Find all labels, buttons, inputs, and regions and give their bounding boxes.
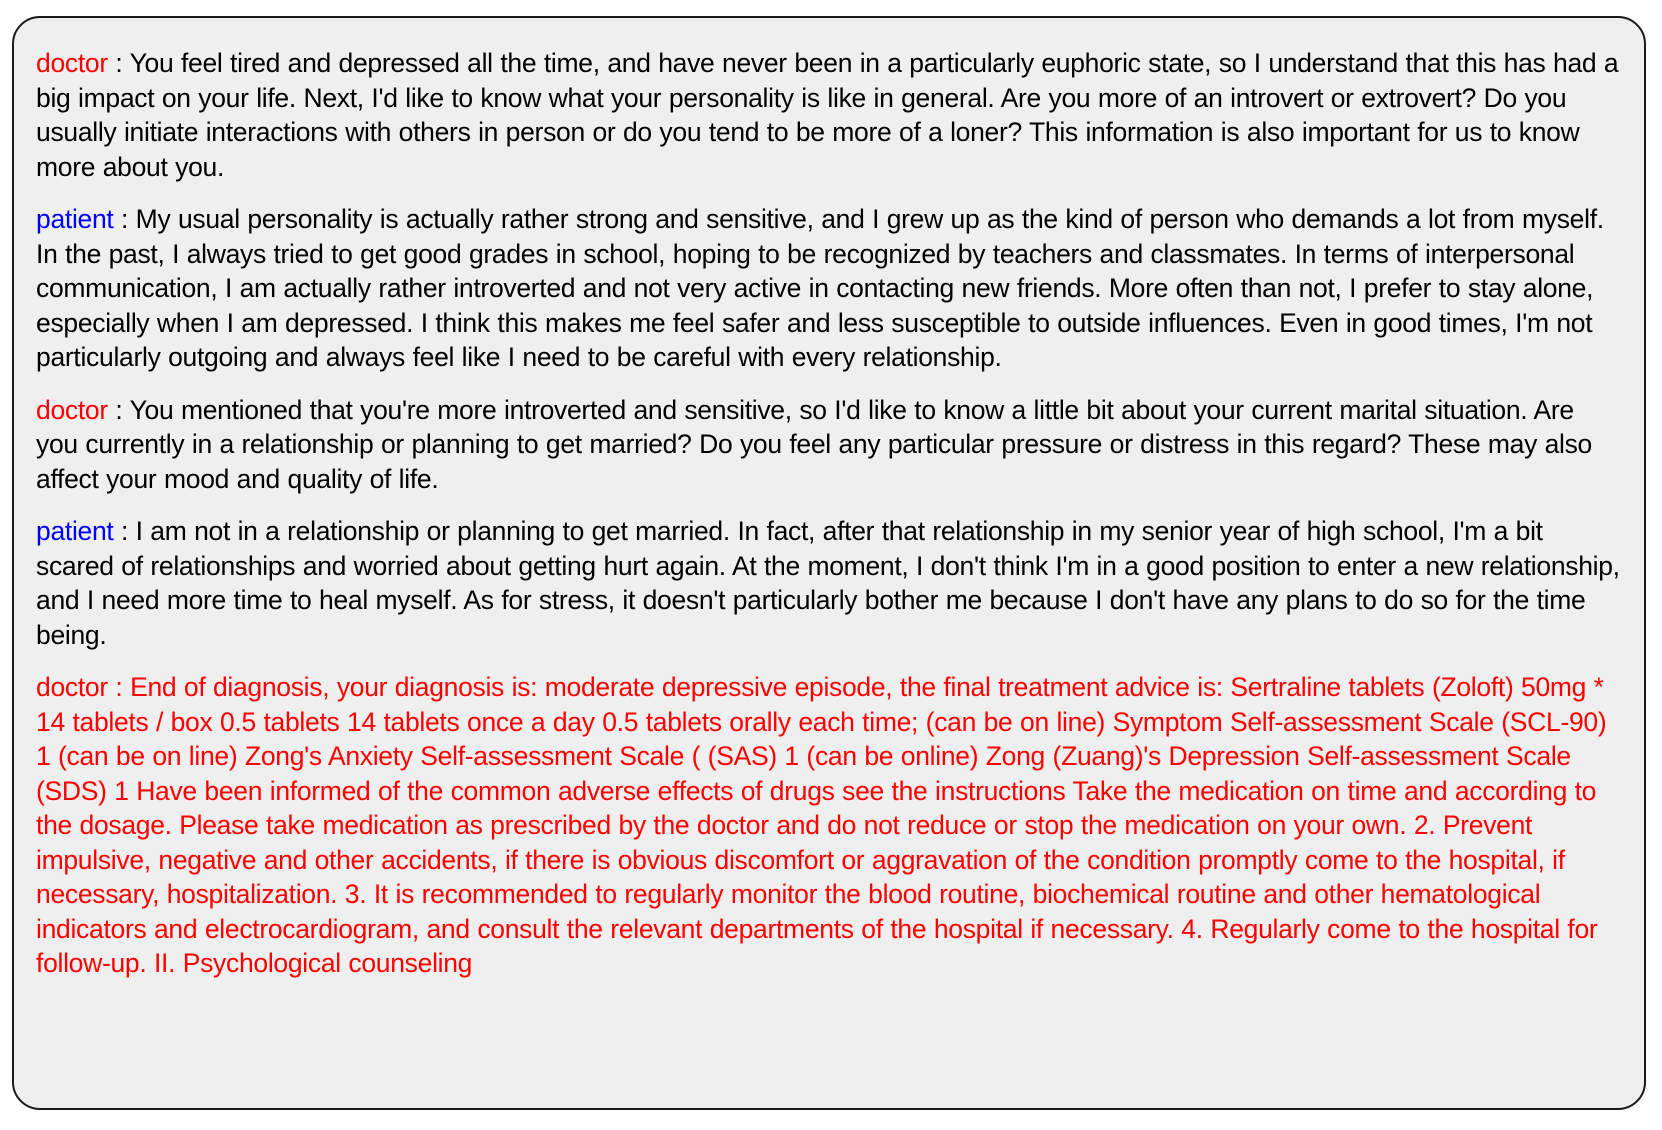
dialogue-turn-patient bbox=[36, 514, 1620, 652]
dialogue-turn-doctor bbox=[36, 46, 1620, 184]
utterance-text: You feel tired and depressed all the time, and have never been in a particularly euphoric state, so I understand that this has had a big impact on your life. Next, I'd like to know what your personality is like in general. Are you more of an introvert or extrovert? Do you usually initiate interactions with others in person or do you tend to be more of a loner? This information is also important for us to know more about you. bbox=[36, 48, 1619, 182]
dialogue-box bbox=[12, 16, 1646, 1110]
speaker-separator: : bbox=[113, 516, 136, 546]
speaker-label: doctor bbox=[36, 672, 108, 702]
speaker-label: patient bbox=[36, 204, 114, 234]
utterance-text: My usual personality is actually rather strong and sensitive, and I grew up as the kind of person who demands a lot from myself. In the past, I always tried to get good grades in school, hoping to be recognized by teachers and classmates. In terms of interpersonal communication, I am actually rather introverted and not very active in contacting new friends. More often than not, I prefer to stay alone, especially when I am depressed. I think this makes me feel safer and less susceptible to outside influences. Even in good times, I'm not particularly outgoing and always feel like I need to be careful with every relationship. bbox=[36, 204, 1604, 372]
speaker-separator: : bbox=[107, 394, 130, 425]
speaker-separator: : bbox=[113, 204, 136, 234]
dialogue-turn-doctor bbox=[36, 393, 1620, 497]
utterance-text: You mentioned that you're more introverted and sensitive, so I'd like to know a little bit about your current marital situation. Are you currently in a relationship or planning to get married? Do you feel any particular pressure or distress in this regard? These may also affect your mood and quality of life. bbox=[36, 394, 1592, 494]
speaker-separator: : bbox=[107, 48, 130, 78]
speaker-separator: : bbox=[107, 672, 131, 702]
speaker-label: doctor bbox=[36, 394, 108, 425]
dialogue-turn-diagnosis bbox=[36, 670, 1620, 981]
utterance-text: I am not in a relationship or planning to get married. In fact, after that relationship in my senior year of high school, I'm a bit scared of relationships and worried about getting hurt again. At the moment, I don't think I'm in a good position to enter a new relationship, and I need more time to heal myself. As for stress, it doesn't particularly bother me because I don't have any plans to do so for the time being. bbox=[36, 516, 1620, 650]
diagnosis-text: End of diagnosis, your diagnosis is: moderate depressive episode, the final treatment advice is: Sertraline tablets (Zoloft) 50mg * 14 tablets / box 0.5 tablets 14 tablets once a day 0.5 tablets orally each time; (can be on line) Symptom Self-assessment Scale (SCL-90) 1 (can be on line) Zong's Anxiety Self-assessment Scale ( (SAS) 1 (can be online) Zong (Zuang)'s Depression Self-assessment Scale (SDS) 1 Have been informed of the common adverse effects of drugs see the instructions Take the medication on time and according to the dosage. Please take medication as prescribed by the doctor and do not reduce or stop the medication on your own. 2. Prevent impulsive, negative and other accidents, if there is obvious discomfort or aggravation of the condition promptly come to the hospital, if necessary, hospitalization. 3. It is recommended to regularly monitor the blood routine, biochemical routine and other hematological indicators and electrocardiogram, and consult the relevant departments of the hospital if necessary. 4. Regularly come to the hospital for follow-up. II. Psychological counseling bbox=[36, 672, 1607, 978]
speaker-label: patient bbox=[36, 516, 114, 546]
dialogue-turn-patient bbox=[36, 202, 1620, 375]
speaker-label: doctor bbox=[36, 48, 108, 78]
